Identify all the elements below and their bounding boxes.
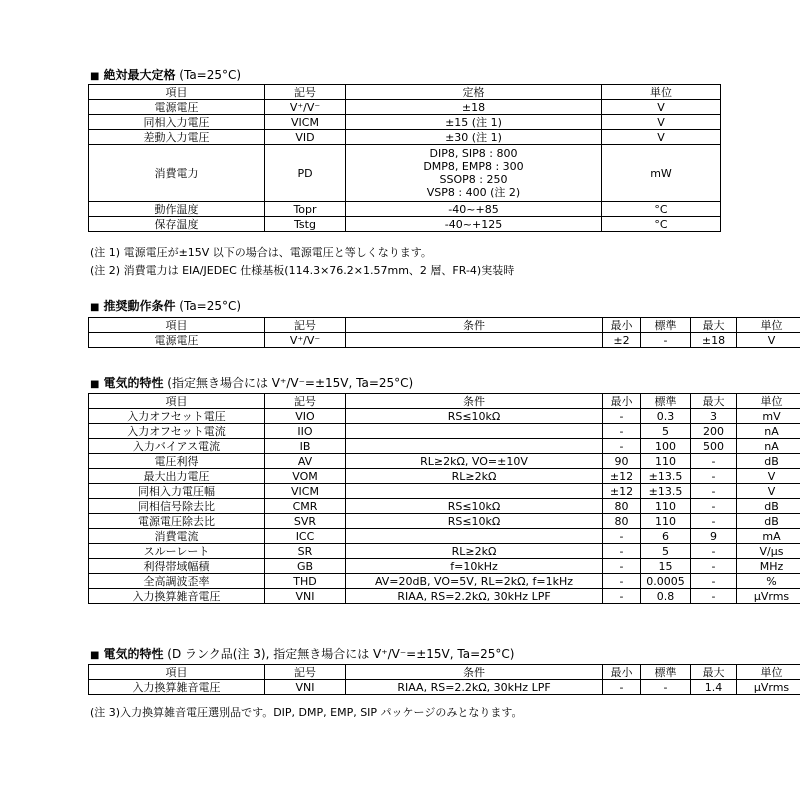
cell-min: - xyxy=(603,409,641,424)
cell-typ: 15 xyxy=(641,559,691,574)
cell-symbol: VICM xyxy=(265,484,346,499)
header-cond: 条件 xyxy=(346,394,603,409)
cell-symbol: IIO xyxy=(265,424,346,439)
header-cond: 条件 xyxy=(346,318,603,333)
cell-item: 同相入力電圧幅 xyxy=(89,484,265,499)
rec-title-rest: (Ta=25°C) xyxy=(179,299,242,313)
cell-symbol: VIO xyxy=(265,409,346,424)
table-row xyxy=(89,454,800,469)
header-item: 項目 xyxy=(89,394,265,409)
cell-unit: °C xyxy=(602,202,721,217)
cell-symbol: THD xyxy=(265,574,346,589)
table-row xyxy=(89,217,721,232)
table-row xyxy=(89,100,721,115)
header-rating: 定格 xyxy=(346,85,602,100)
cell-item: 電源電圧除去比 xyxy=(89,514,265,529)
elec-title-bold: 電気的特性 xyxy=(103,376,164,390)
cell-item: 差動入力電圧 xyxy=(89,130,265,145)
rating-line: VSP8 : 400 (注 2) xyxy=(426,186,521,199)
cell-symbol: CMR xyxy=(265,499,346,514)
cell-symbol: PD xyxy=(265,145,346,202)
cell-rating: -40~+125 xyxy=(346,217,602,232)
cell-unit: nA xyxy=(737,424,800,439)
cell-item: 電源電圧 xyxy=(89,333,265,348)
cell-typ: 110 xyxy=(641,499,691,514)
header-symbol: 記号 xyxy=(265,318,346,333)
rec-section-title: ■ 推奨動作条件 (Ta=25°C) xyxy=(90,299,242,313)
cell-item: 入力オフセット電流 xyxy=(89,424,265,439)
cell-cond: RS≤10kΩ xyxy=(346,499,603,514)
cell-cond: AV=20dB, VO=5V, RL=2kΩ, f=1kHz xyxy=(346,574,603,589)
cell-max: - xyxy=(691,499,737,514)
cell-max: - xyxy=(691,514,737,529)
table-row xyxy=(89,484,800,499)
cell-cond xyxy=(346,484,603,499)
cell-unit: mV xyxy=(737,409,800,424)
cell-max: - xyxy=(691,454,737,469)
cell-max: 9 xyxy=(691,529,737,544)
note-1: (注 1) 電源電圧が±15V 以下の場合は、電源電圧と等しくなります。 xyxy=(90,246,432,259)
cell-unit: V xyxy=(602,115,721,130)
note-2: (注 2) 消費電力は EIA/JEDEC 仕様基板(114.3×76.2×1.57mm、2 層、FR-4)実装時 xyxy=(90,264,515,277)
header-symbol: 記号 xyxy=(265,394,346,409)
table-row xyxy=(89,409,800,424)
cell-item: 全高調波歪率 xyxy=(89,574,265,589)
cell-min: ±12 xyxy=(603,484,641,499)
cell-symbol: Topr xyxy=(265,202,346,217)
header-typ: 標準 xyxy=(641,318,691,333)
cell-symbol: VNI xyxy=(265,680,346,695)
cell-typ: - xyxy=(641,680,691,695)
cell-max: 200 xyxy=(691,424,737,439)
elec-title-rest: (指定無き場合には V⁺/V⁻=±15V, Ta=25°C) xyxy=(167,376,414,390)
header-max: 最大 xyxy=(691,665,737,680)
cell-typ: 5 xyxy=(641,544,691,559)
cell-rating: ±30 (注 1) xyxy=(346,130,602,145)
cell-unit: V xyxy=(602,100,721,115)
cell-min: - xyxy=(603,439,641,454)
cell-symbol: ICC xyxy=(265,529,346,544)
cell-rating-multiline xyxy=(346,145,602,202)
cell-unit: MHz xyxy=(737,559,800,574)
cell-unit: dB xyxy=(737,514,800,529)
cell-cond xyxy=(346,439,603,454)
cell-unit: V xyxy=(737,333,800,348)
cell-rating: ±15 (注 1) xyxy=(346,115,602,130)
cell-item: スルーレート xyxy=(89,544,265,559)
cell-unit: % xyxy=(737,574,800,589)
cell-typ: 100 xyxy=(641,439,691,454)
cell-typ: - xyxy=(641,333,691,348)
rating-line: DIP8, SIP8 : 800 xyxy=(429,147,518,160)
cell-item: 入力バイアス電流 xyxy=(89,439,265,454)
header-symbol: 記号 xyxy=(265,85,346,100)
header-unit: 単位 xyxy=(737,394,800,409)
table-row xyxy=(89,130,721,145)
cell-symbol: VID xyxy=(265,130,346,145)
cell-cond: RL≥2kΩ xyxy=(346,544,603,559)
cell-typ: 6 xyxy=(641,529,691,544)
cell-typ: 0.0005 xyxy=(641,574,691,589)
cell-min: 80 xyxy=(603,514,641,529)
cell-max: ±18 xyxy=(691,333,737,348)
header-max: 最大 xyxy=(691,394,737,409)
table-header-row xyxy=(89,85,721,100)
cell-unit: V xyxy=(602,130,721,145)
header-unit: 単位 xyxy=(737,318,800,333)
table-row xyxy=(89,115,721,130)
header-cond: 条件 xyxy=(346,665,603,680)
cell-item: 電源電圧 xyxy=(89,100,265,115)
cell-symbol: SVR xyxy=(265,514,346,529)
cell-rating: ±18 xyxy=(346,100,602,115)
cell-min: 90 xyxy=(603,454,641,469)
cell-unit: nA xyxy=(737,439,800,454)
abs-title-rest: (Ta=25°C) xyxy=(179,68,242,82)
abs-title-bold: 絶対最大定格 xyxy=(103,68,176,82)
cell-unit: mW xyxy=(602,145,721,202)
cell-unit: V/µs xyxy=(737,544,800,559)
header-min: 最小 xyxy=(603,665,641,680)
cell-symbol: Tstg xyxy=(265,217,346,232)
cell-symbol: VICM xyxy=(265,115,346,130)
cell-item: 入力換算雑音電圧 xyxy=(89,589,265,604)
header-unit: 単位 xyxy=(737,665,800,680)
cell-cond: RIAA, RS=2.2kΩ, 30kHz LPF xyxy=(346,589,603,604)
table-row xyxy=(89,559,800,574)
header-max: 最大 xyxy=(691,318,737,333)
cell-max: - xyxy=(691,574,737,589)
cell-cond: RIAA, RS=2.2kΩ, 30kHz LPF xyxy=(346,680,603,695)
rating-line: SSOP8 : 250 xyxy=(439,173,508,186)
cell-symbol: IB xyxy=(265,439,346,454)
table-row xyxy=(89,333,800,348)
cell-item: 入力換算雑音電圧 xyxy=(89,680,265,695)
table-row xyxy=(89,145,721,202)
table-row xyxy=(89,589,800,604)
cell-typ: ±13.5 xyxy=(641,484,691,499)
elecd-section-title: ■ 電気的特性 (D ランク品(注 3), 指定無き場合には V⁺/V⁻=±15V, Ta=25°C) xyxy=(90,647,515,661)
cell-symbol: V⁺/V⁻ xyxy=(265,333,346,348)
cell-max: - xyxy=(691,559,737,574)
cell-symbol: SR xyxy=(265,544,346,559)
rec-title-bold: 推奨動作条件 xyxy=(103,299,176,313)
cell-symbol: V⁺/V⁻ xyxy=(265,100,346,115)
table-row xyxy=(89,424,800,439)
table-header-row xyxy=(89,318,800,333)
header-item: 項目 xyxy=(89,318,265,333)
header-item: 項目 xyxy=(89,665,265,680)
cell-min: ±12 xyxy=(603,469,641,484)
elecd-title-bold: 電気的特性 xyxy=(103,647,164,661)
cell-max: - xyxy=(691,589,737,604)
abs-section-title: ■ 絶対最大定格 (Ta=25°C) xyxy=(90,68,242,82)
table-row xyxy=(89,574,800,589)
cell-item: 最大出力電圧 xyxy=(89,469,265,484)
cell-typ: 0.8 xyxy=(641,589,691,604)
cell-item: 同相入力電圧 xyxy=(89,115,265,130)
cell-item: 利得帯域幅積 xyxy=(89,559,265,574)
cell-unit: mA xyxy=(737,529,800,544)
table-row xyxy=(89,439,800,454)
elec-table xyxy=(88,393,800,604)
cell-unit: µVrms xyxy=(737,589,800,604)
cell-max: 500 xyxy=(691,439,737,454)
cell-max: - xyxy=(691,469,737,484)
cell-max: - xyxy=(691,484,737,499)
cell-min: - xyxy=(603,529,641,544)
cell-rating: -40~+85 xyxy=(346,202,602,217)
cell-unit: dB xyxy=(737,454,800,469)
cell-min: - xyxy=(603,559,641,574)
table-row xyxy=(89,499,800,514)
elec-section-title: ■ 電気的特性 (指定無き場合には V⁺/V⁻=±15V, Ta=25°C) xyxy=(90,376,414,390)
cell-symbol: GB xyxy=(265,559,346,574)
cell-min: ±2 xyxy=(603,333,641,348)
rec-table xyxy=(88,317,800,348)
cell-cond: RL≥2kΩ xyxy=(346,469,603,484)
cell-cond: f=10kHz xyxy=(346,559,603,574)
cell-item: 消費電流 xyxy=(89,529,265,544)
cell-unit: °C xyxy=(602,217,721,232)
cell-item: 保存温度 xyxy=(89,217,265,232)
cell-item: 同相信号除去比 xyxy=(89,499,265,514)
cell-item: 消費電力 xyxy=(89,145,265,202)
cell-item: 動作温度 xyxy=(89,202,265,217)
header-unit: 単位 xyxy=(602,85,721,100)
cell-max: - xyxy=(691,544,737,559)
header-min: 最小 xyxy=(603,318,641,333)
header-item: 項目 xyxy=(89,85,265,100)
cell-typ: ±13.5 xyxy=(641,469,691,484)
elecd-title-rest: (D ランク品(注 3), 指定無き場合には V⁺/V⁻=±15V, Ta=25°C) xyxy=(167,647,515,661)
header-typ: 標準 xyxy=(641,394,691,409)
cell-min: - xyxy=(603,574,641,589)
table-header-row xyxy=(89,665,800,680)
table-row xyxy=(89,544,800,559)
cell-symbol: VNI xyxy=(265,589,346,604)
note-3: (注 3)入力換算雑音電圧選別品です。DIP, DMP, EMP, SIP パッケージのみとなります。 xyxy=(90,706,523,719)
cell-typ: 110 xyxy=(641,514,691,529)
table-row xyxy=(89,514,800,529)
cell-min: - xyxy=(603,424,641,439)
cell-unit: dB xyxy=(737,499,800,514)
cell-cond: RL≥2kΩ, VO=±10V xyxy=(346,454,603,469)
cell-min: 80 xyxy=(603,499,641,514)
cell-min: - xyxy=(603,680,641,695)
cell-symbol: VOM xyxy=(265,469,346,484)
cell-typ: 0.3 xyxy=(641,409,691,424)
table-row xyxy=(89,529,800,544)
cell-cond xyxy=(346,529,603,544)
cell-typ: 110 xyxy=(641,454,691,469)
header-min: 最小 xyxy=(603,394,641,409)
cell-item: 電圧利得 xyxy=(89,454,265,469)
cell-unit: V xyxy=(737,469,800,484)
cell-typ: 5 xyxy=(641,424,691,439)
rating-line: DMP8, EMP8 : 300 xyxy=(423,160,524,173)
cell-min: - xyxy=(603,544,641,559)
table-row xyxy=(89,202,721,217)
cell-cond xyxy=(346,333,603,348)
cell-cond: RS≤10kΩ xyxy=(346,409,603,424)
table-header-row xyxy=(89,394,800,409)
cell-unit: µVrms xyxy=(737,680,800,695)
header-symbol: 記号 xyxy=(265,665,346,680)
cell-unit: V xyxy=(737,484,800,499)
cell-min: - xyxy=(603,589,641,604)
header-typ: 標準 xyxy=(641,665,691,680)
cell-item: 入力オフセット電圧 xyxy=(89,409,265,424)
elecd-table xyxy=(88,664,800,695)
abs-max-table xyxy=(88,84,721,232)
table-row xyxy=(89,680,800,695)
cell-cond xyxy=(346,424,603,439)
cell-symbol: AV xyxy=(265,454,346,469)
cell-cond: RS≤10kΩ xyxy=(346,514,603,529)
table-row xyxy=(89,469,800,484)
cell-max: 1.4 xyxy=(691,680,737,695)
cell-max: 3 xyxy=(691,409,737,424)
